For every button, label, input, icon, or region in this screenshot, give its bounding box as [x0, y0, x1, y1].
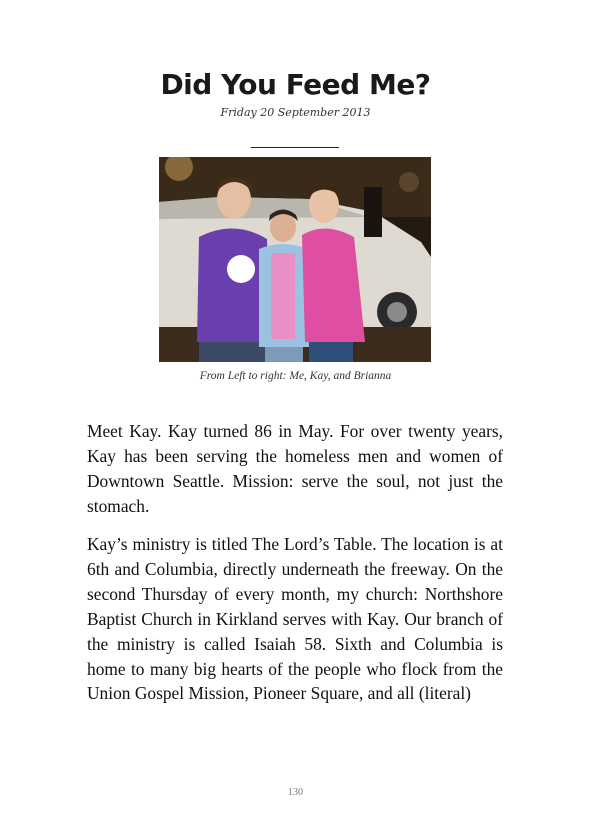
body-paragraph-1: Meet Kay. Kay turned 86 in May. For over twenty years, Kay has been serving the homeless men and women of Downtown Seattle. Mission: serve the soul, not just the stomach. [87, 421, 503, 516]
page-number: 130 [288, 787, 303, 798]
article-date: Friday 20 September 2013 [220, 106, 371, 119]
article-title: Did You Feed Me? [160, 68, 431, 101]
photo-caption: From Left to right: Me, Kay, and Brianna [199, 370, 392, 382]
article-photo [159, 157, 431, 362]
body-paragraph-2: Kay’s ministry is titled The Lord’s Table. The location is at 6th and Columbia, directly underneath the freeway. On the second Thursday of every month, my church: Northshore Baptist Church in Kirkland serves with Kay. Our branch of the ministry is called Isaiah 58. Sixth and Columbia is home to many big hearts of the people who flock from the Union Gospel Mission, Pioneer Square, and all (literal) [87, 534, 503, 704]
title-divider [251, 147, 339, 148]
